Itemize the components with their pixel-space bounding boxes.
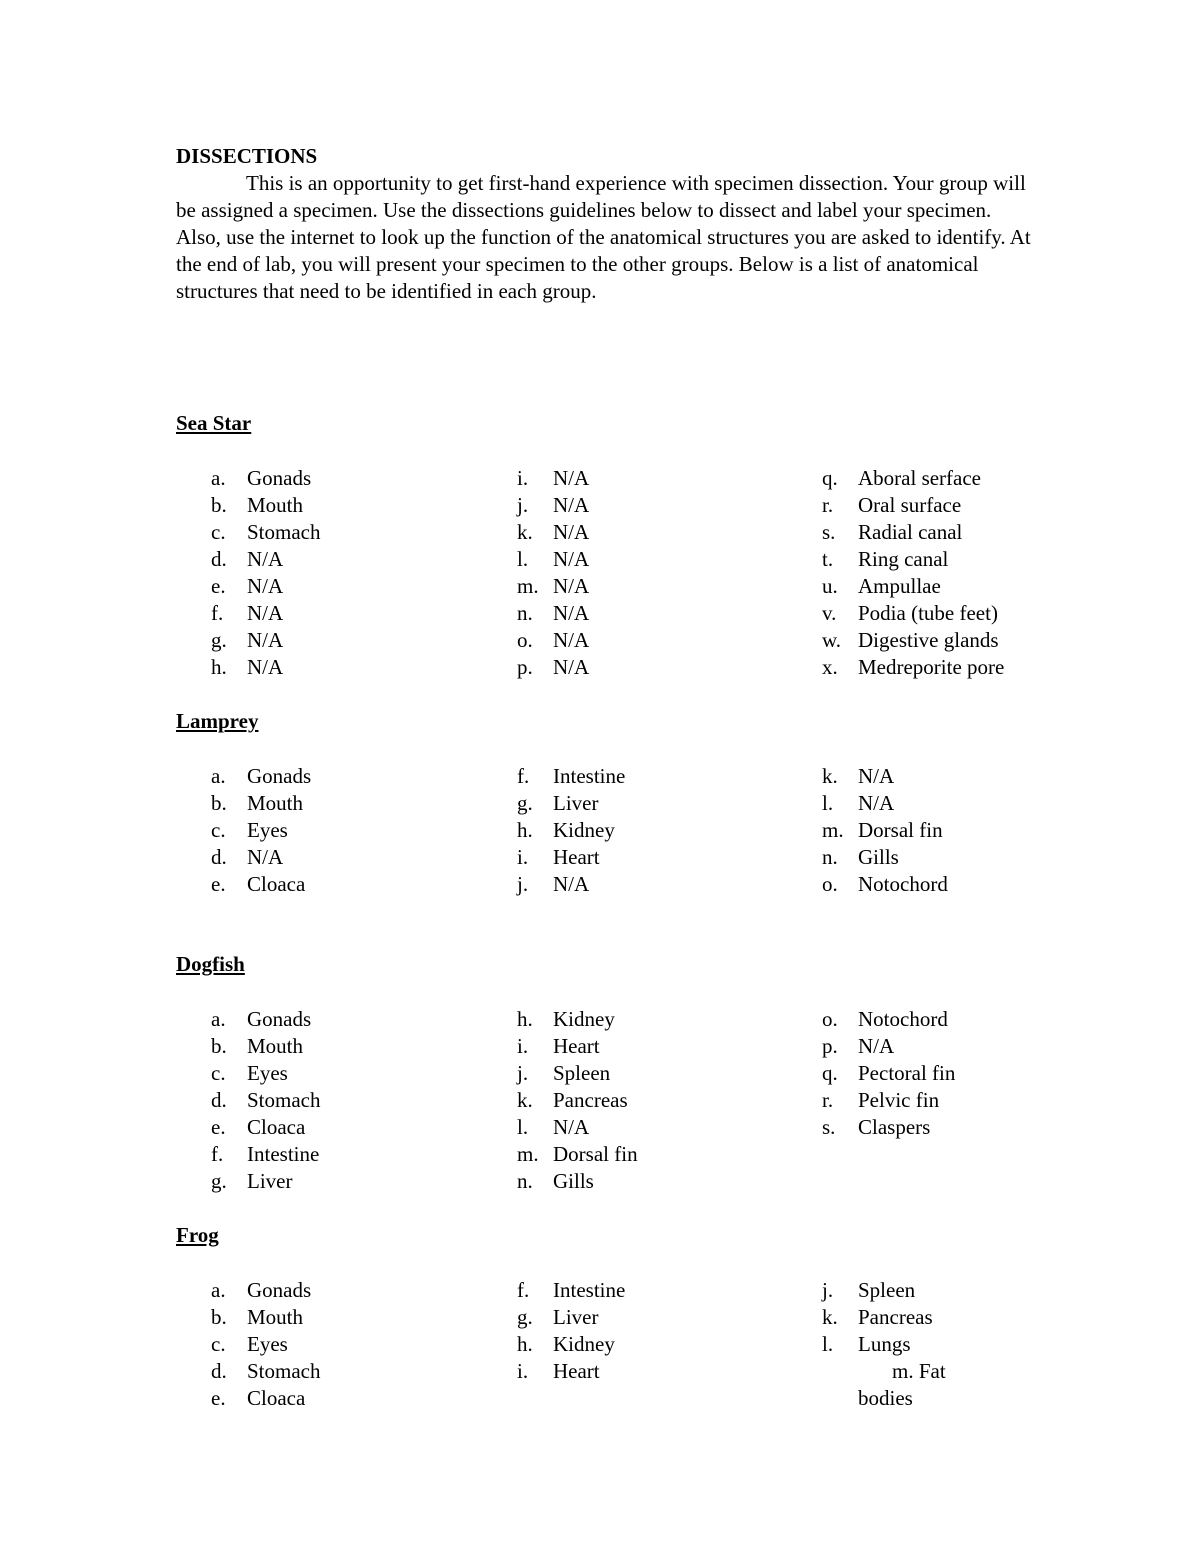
list-item-text: Gonads <box>247 466 312 490</box>
list-item-text: Pancreas <box>553 1088 628 1112</box>
list-item-text: Gills <box>858 845 899 869</box>
list-item-text: N/A <box>247 574 284 598</box>
list-item-letter: m. <box>822 818 844 842</box>
list-item-letter: w. <box>822 628 842 652</box>
list-item-letter: f. <box>517 764 530 788</box>
list-item <box>822 1114 930 1141</box>
list-item-letter: t. <box>822 547 834 571</box>
list-item-letter: n. <box>822 845 838 869</box>
list-item-text: Cloaca <box>247 1115 306 1139</box>
list-item <box>211 492 303 519</box>
list-item <box>822 1033 894 1060</box>
list-item-text: Stomach <box>247 1088 321 1112</box>
document-title: DISSECTIONS <box>176 144 318 168</box>
list-item-text: Liver <box>247 1169 293 1193</box>
list-item-letter: h. <box>517 1007 533 1031</box>
list-item-text: N/A <box>858 1034 895 1058</box>
list-item-letter: g. <box>517 1305 533 1329</box>
list-item-letter: f. <box>517 1278 530 1302</box>
list-item <box>822 790 894 817</box>
list-item-text: Mouth <box>247 493 304 517</box>
list-item-text: Ring canal <box>858 547 949 571</box>
list-item-text: Notochord <box>858 872 948 896</box>
list-item-text: N/A <box>553 655 590 679</box>
list-item-text: Gills <box>553 1169 594 1193</box>
list-item-letter: o. <box>517 628 533 652</box>
section-heading-frog: Frog <box>176 1223 219 1247</box>
list-item-text: Gonads <box>247 1278 312 1302</box>
list-item <box>211 627 283 654</box>
list-item-text: N/A <box>553 601 590 625</box>
list-item-letter: d. <box>211 1359 227 1383</box>
list-item <box>211 1060 288 1087</box>
list-item-text: Intestine <box>553 1278 626 1302</box>
list-item-text: Notochord <box>858 1007 948 1031</box>
list-item-text: Stomach <box>247 520 321 544</box>
list-item-letter: k. <box>517 1088 533 1112</box>
list-item-text: N/A <box>553 520 590 544</box>
list-item-text: N/A <box>247 547 284 571</box>
list-item <box>517 1358 600 1385</box>
list-item <box>517 1168 594 1195</box>
list-item <box>211 1087 321 1114</box>
list-item-text: Ampullae <box>858 574 941 598</box>
list-item <box>822 546 948 573</box>
list-item-letter: q. <box>822 1061 838 1085</box>
list-item-text: N/A <box>553 466 590 490</box>
section-heading-lamprey: Lamprey <box>176 709 259 733</box>
list-item-letter: m. <box>517 574 539 598</box>
list-item <box>211 519 321 546</box>
list-item <box>211 546 283 573</box>
list-item-text: Spleen <box>553 1061 611 1085</box>
list-item-text: Heart <box>553 1034 600 1058</box>
list-item <box>211 763 311 790</box>
list-item-text: Heart <box>553 845 600 869</box>
list-item-text: N/A <box>858 764 895 788</box>
list-item-letter: h. <box>211 655 227 679</box>
list-item-letter: j. <box>822 1278 834 1302</box>
list-item-letter: a. <box>211 466 226 490</box>
list-item-letter: n. <box>517 1169 533 1193</box>
list-item-text: Medreporite pore <box>858 655 1005 679</box>
list-item-text: Dorsal fin <box>858 818 943 842</box>
intro-text: This is an opportunity to get first-hand experience with specimen dissection. Your group will be assigned a specimen. Use the dissections guidelines below to dissect and label your specimen. Also, use the internet to look up the function of the anatomical structures you are asked to identify. At the end of lab, you will present your specimen to the other groups. Below is a list of anatomical structures that need to be identified in each group. <box>176 171 1031 303</box>
list-item-letter: a. <box>211 764 226 788</box>
list-item <box>822 871 948 898</box>
list-item-text: Intestine <box>553 764 626 788</box>
list-item <box>211 1006 311 1033</box>
list-item-text: N/A <box>247 628 284 652</box>
list-item <box>822 1060 955 1087</box>
list-item-text: Mouth <box>247 791 304 815</box>
list-item-text: Cloaca <box>247 872 306 896</box>
list-item-text: N/A <box>553 872 590 896</box>
list-item-letter: e. <box>211 574 226 598</box>
list-item-text: Claspers <box>858 1115 931 1139</box>
list-item <box>211 1141 319 1168</box>
list-item <box>822 817 943 844</box>
list-item-text: Pelvic fin <box>858 1088 940 1112</box>
list-item-letter: d. <box>211 547 227 571</box>
list-item-letter: i. <box>517 1034 529 1058</box>
list-item <box>211 1331 288 1358</box>
list-item-letter: n. <box>517 601 533 625</box>
list-item-text: Mouth <box>247 1305 304 1329</box>
list-item-letter: j. <box>517 1061 529 1085</box>
list-item-letter: h. <box>517 818 533 842</box>
list-item-letter: i. <box>517 1359 529 1383</box>
list-item-letter: u. <box>822 574 838 598</box>
list-item-text: Kidney <box>553 1007 615 1031</box>
list-item <box>211 465 311 492</box>
list-item <box>211 1385 305 1412</box>
list-item <box>517 627 589 654</box>
list-item <box>211 1304 303 1331</box>
list-item <box>211 600 283 627</box>
list-item-text: Kidney <box>553 818 615 842</box>
section-heading-dogfish: Dogfish <box>176 952 245 976</box>
list-item <box>211 817 288 844</box>
list-item-letter: j. <box>517 493 529 517</box>
list-item-text: Podia (tube feet) <box>858 601 998 625</box>
list-item-letter: p. <box>822 1034 838 1058</box>
list-item-letter: s. <box>822 520 836 544</box>
intro-paragraph <box>176 170 1036 305</box>
list-item <box>822 519 962 546</box>
list-item-text: Pancreas <box>858 1305 933 1329</box>
list-item-letter: h. <box>517 1332 533 1356</box>
list-item-text: Stomach <box>247 1359 321 1383</box>
list-item-letter: r. <box>822 1088 834 1112</box>
list-item <box>517 519 589 546</box>
list-item-text: N/A <box>247 845 284 869</box>
list-item <box>211 1277 311 1304</box>
list-item <box>822 465 981 492</box>
list-item <box>822 654 1004 681</box>
list-item-text: Gonads <box>247 1007 312 1031</box>
list-item <box>211 573 283 600</box>
list-item-letter: v. <box>822 601 837 625</box>
list-item-text: Lungs <box>858 1332 911 1356</box>
list-item-text: Liver <box>553 791 599 815</box>
list-item <box>517 573 589 600</box>
list-item-letter: a. <box>211 1007 226 1031</box>
list-item-text: Gonads <box>247 764 312 788</box>
list-item-letter: p. <box>517 655 533 679</box>
list-item <box>211 844 283 871</box>
list-item-text: Eyes <box>247 1061 288 1085</box>
list-item-letter: d. <box>211 1088 227 1112</box>
list-item <box>822 844 899 871</box>
list-item-letter: l. <box>822 791 834 815</box>
list-item <box>517 465 589 492</box>
list-item <box>517 790 598 817</box>
list-item <box>517 1331 615 1358</box>
list-item-extra: m. Fat <box>892 1359 946 1383</box>
list-item-letter: f. <box>211 601 224 625</box>
list-item-text: N/A <box>553 574 590 598</box>
list-item-text: Aboral serface <box>858 466 982 490</box>
list-item <box>211 1114 305 1141</box>
list-item-letter: d. <box>211 845 227 869</box>
list-item-text: Cloaca <box>247 1386 306 1410</box>
list-item-letter: j. <box>517 872 529 896</box>
list-item-letter: k. <box>822 764 838 788</box>
list-item-text: Kidney <box>553 1332 615 1356</box>
list-item-letter: q. <box>822 466 838 490</box>
list-item <box>517 546 589 573</box>
list-item <box>517 654 589 681</box>
list-item <box>822 763 894 790</box>
list-item-letter: e. <box>211 1386 226 1410</box>
list-item-text: N/A <box>858 791 895 815</box>
list-item-letter: c. <box>211 1332 226 1356</box>
list-item-text: Liver <box>553 1305 599 1329</box>
list-item <box>211 1168 292 1195</box>
list-item <box>517 492 589 519</box>
list-item <box>517 600 589 627</box>
list-item-letter: b. <box>211 1034 227 1058</box>
list-item <box>822 573 941 600</box>
list-item-letter: r. <box>822 493 834 517</box>
list-item <box>211 790 303 817</box>
list-item <box>517 1141 638 1168</box>
list-item <box>822 627 999 654</box>
list-item <box>822 1331 911 1358</box>
list-item-letter: s. <box>822 1115 836 1139</box>
list-item-text: Intestine <box>247 1142 320 1166</box>
list-item <box>822 492 961 519</box>
list-item-letter: c. <box>211 1061 226 1085</box>
list-item <box>822 1277 915 1304</box>
list-item-text: Oral surface <box>858 493 962 517</box>
list-item-text: Mouth <box>247 1034 304 1058</box>
list-item <box>517 844 600 871</box>
list-item <box>517 1304 598 1331</box>
list-item <box>822 1087 939 1114</box>
list-item-letter: g. <box>211 628 227 652</box>
list-item <box>822 1006 948 1033</box>
list-item-text: Eyes <box>247 1332 288 1356</box>
list-item-letter: x. <box>822 655 838 679</box>
list-item <box>517 871 589 898</box>
list-item-letter: g. <box>211 1169 227 1193</box>
list-item-text: Dorsal fin <box>553 1142 638 1166</box>
list-item <box>517 817 615 844</box>
list-item <box>517 1033 600 1060</box>
list-item-letter: g. <box>517 791 533 815</box>
list-item-text: N/A <box>553 493 590 517</box>
list-item-text: N/A <box>553 547 590 571</box>
list-item-text: Eyes <box>247 818 288 842</box>
list-item-letter: o. <box>822 872 838 896</box>
list-item-letter: b. <box>211 1305 227 1329</box>
list-item-text: Digestive glands <box>858 628 999 652</box>
list-item-letter: c. <box>211 520 226 544</box>
list-item <box>517 763 625 790</box>
list-item-letter: k. <box>822 1305 838 1329</box>
list-item-text: Pectoral fin <box>858 1061 956 1085</box>
list-item-text: N/A <box>553 1115 590 1139</box>
list-item <box>517 1060 610 1087</box>
list-item-letter: l. <box>517 547 529 571</box>
list-item-letter: b. <box>211 493 227 517</box>
list-item-letter: i. <box>517 845 529 869</box>
list-item-letter: e. <box>211 1115 226 1139</box>
list-item-letter: m. <box>517 1142 539 1166</box>
list-item-text: Radial canal <box>858 520 963 544</box>
list-item <box>211 1033 303 1060</box>
list-item-letter: c. <box>211 818 226 842</box>
list-item-letter: i. <box>517 466 529 490</box>
list-item <box>822 1304 933 1331</box>
list-item <box>211 1358 321 1385</box>
list-item-text: N/A <box>247 601 284 625</box>
list-item <box>517 1006 615 1033</box>
list-item-letter: f. <box>211 1142 224 1166</box>
list-item-letter: k. <box>517 520 533 544</box>
list-item <box>211 654 283 681</box>
list-item-letter: l. <box>822 1332 834 1356</box>
list-item-letter: b. <box>211 791 227 815</box>
list-item-text: Spleen <box>858 1278 916 1302</box>
list-item-extra-continuation: bodies <box>858 1386 913 1410</box>
list-item <box>517 1087 628 1114</box>
list-item <box>822 600 998 627</box>
list-item-text: N/A <box>553 628 590 652</box>
list-item <box>211 871 305 898</box>
list-item-letter: o. <box>822 1007 838 1031</box>
list-item-letter: e. <box>211 872 226 896</box>
list-item <box>517 1114 589 1141</box>
list-item-text: N/A <box>247 655 284 679</box>
list-item-letter: a. <box>211 1278 226 1302</box>
list-item <box>517 1277 625 1304</box>
section-heading-sea-star: Sea Star <box>176 411 252 435</box>
list-item-letter: l. <box>517 1115 529 1139</box>
list-item-text: Heart <box>553 1359 600 1383</box>
